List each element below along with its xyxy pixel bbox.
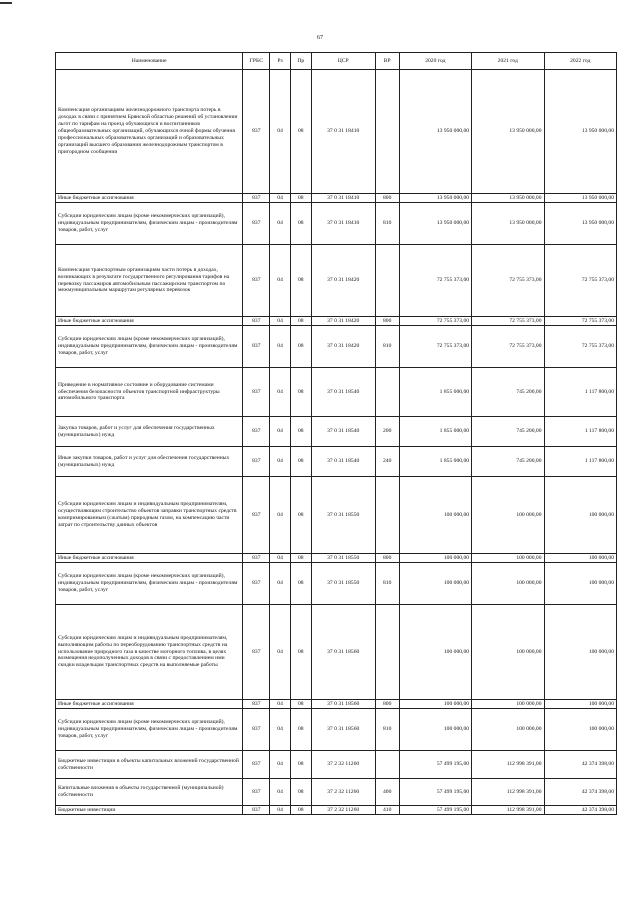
cell-vr	[375, 368, 399, 417]
cell-y2022: 72 755 373,00	[544, 317, 617, 326]
cell-name: Иные бюджетные ассигнования	[56, 194, 243, 203]
page-number: 67	[317, 35, 323, 41]
table-row	[56, 203, 617, 245]
cell-csr: 37 0 31 18560	[311, 709, 375, 751]
cell-name: Бюджетные инвестиции	[56, 806, 243, 815]
cell-y2022: 42 374 398,00	[544, 751, 617, 779]
cell-name: Субсидии юридическим лицам (кроме некоммерческих организаций), индивидуальным предпринимателям, физическим лицам - производителям товаров, работ, услуг	[56, 326, 243, 368]
cell-y2020: 1 855 000,00	[399, 417, 471, 447]
table-row	[56, 751, 617, 779]
cell-pr: 08	[290, 203, 311, 245]
cell-rz: 04	[270, 477, 291, 554]
cell-y2022: 100 000,00	[544, 563, 617, 605]
cell-y2021: 100 000,00	[472, 709, 544, 751]
cell-pr: 08	[290, 709, 311, 751]
cell-y2022: 13 950 000,00	[544, 70, 617, 194]
cell-csr: 37 0 31 18560	[311, 605, 375, 700]
cell-rz: 04	[270, 700, 291, 709]
header-rz: Рз	[270, 53, 291, 70]
cell-rz: 04	[270, 554, 291, 563]
cell-vr: 810	[375, 326, 399, 368]
cell-y2022: 100 000,00	[544, 477, 617, 554]
cell-y2020: 57 499 195,00	[399, 751, 471, 779]
table-row	[56, 806, 617, 815]
cell-vr	[375, 477, 399, 554]
cell-y2021: 745 200,00	[472, 447, 544, 477]
cell-vr: 800	[375, 554, 399, 563]
cell-pr: 08	[290, 605, 311, 700]
cell-pr: 08	[290, 806, 311, 815]
cell-name: Субсидии юридическим лицам и индивидуальным предпринимателям, осуществляющим строительство объектов заправки транспортных средств компримированным (сжатым) природным газом, на компенсацию части затрат по строительству данных объектов	[56, 477, 243, 554]
page-corner-mark	[0, 2, 12, 4]
cell-rz: 04	[270, 605, 291, 700]
header-2021: 2021 год	[472, 53, 544, 70]
cell-y2021: 100 000,00	[472, 605, 544, 700]
cell-name: Иные закупки товаров, работ и услуг для обеспечения государственных (муниципальных) нужд	[56, 447, 243, 477]
cell-grbs: 837	[243, 751, 270, 779]
cell-name: Компенсация организациям железнодорожного транспорта потерь в доходах в связи с принятием Брянской областью решений об установлении льгот по тарифам на проезд обучающихся и воспитанников общеобразовательных организаций, обучающихся очной формы обучения профессиональных образовательных организаций и образовательных организаций высшего образования железнодорожным транспортом в пригородном сообщении	[56, 70, 243, 194]
cell-name: Закупка товаров, работ и услуг для обеспечения государственных (муниципальных) нужд	[56, 417, 243, 447]
cell-csr: 37 0 31 18550	[311, 563, 375, 605]
cell-y2021: 100 000,00	[472, 554, 544, 563]
cell-csr: 37 0 31 18410	[311, 194, 375, 203]
cell-rz: 04	[270, 70, 291, 194]
cell-y2021: 13 950 000,00	[472, 203, 544, 245]
header-pr: Пр	[290, 53, 311, 70]
table-row	[56, 779, 617, 806]
cell-y2020: 57 499 195,00	[399, 779, 471, 806]
cell-pr: 08	[290, 554, 311, 563]
cell-csr: 37 0 31 18420	[311, 326, 375, 368]
cell-csr: 37 0 31 18420	[311, 317, 375, 326]
cell-y2022: 1 117 800,00	[544, 417, 617, 447]
cell-pr: 08	[290, 368, 311, 417]
cell-grbs: 837	[243, 563, 270, 605]
cell-y2020: 13 950 000,00	[399, 70, 471, 194]
cell-grbs: 837	[243, 317, 270, 326]
cell-vr	[375, 245, 399, 317]
cell-y2021: 72 755 373,00	[472, 326, 544, 368]
cell-y2021: 745 200,00	[472, 368, 544, 417]
table-row	[56, 368, 617, 417]
cell-vr: 810	[375, 563, 399, 605]
cell-rz: 04	[270, 447, 291, 477]
cell-y2021: 100 000,00	[472, 563, 544, 605]
cell-y2022: 42 374 398,00	[544, 806, 617, 815]
cell-rz: 04	[270, 326, 291, 368]
cell-y2020: 100 000,00	[399, 605, 471, 700]
cell-name: Бюджетные инвестиции в объекты капитальных вложений государственной собственности	[56, 751, 243, 779]
cell-y2022: 13 950 000,00	[544, 203, 617, 245]
cell-y2020: 13 950 000,00	[399, 194, 471, 203]
table-row	[56, 447, 617, 477]
cell-pr: 08	[290, 245, 311, 317]
cell-y2020: 100 000,00	[399, 554, 471, 563]
cell-y2022: 1 117 800,00	[544, 368, 617, 417]
cell-name: Иные бюджетные ассигнования	[56, 317, 243, 326]
cell-name: Субсидии юридическим лицам (кроме некоммерческих организаций), индивидуальным предпринимателям, физическим лицам - производителям товаров, работ, услуг	[56, 563, 243, 605]
cell-pr: 08	[290, 447, 311, 477]
table-row	[56, 554, 617, 563]
cell-y2020: 100 000,00	[399, 477, 471, 554]
cell-rz: 04	[270, 417, 291, 447]
table-row	[56, 70, 617, 194]
cell-y2020: 57 499 195,00	[399, 806, 471, 815]
cell-grbs: 837	[243, 70, 270, 194]
table-row	[56, 194, 617, 203]
cell-y2022: 13 950 000,00	[544, 194, 617, 203]
cell-grbs: 837	[243, 806, 270, 815]
table-header-row	[56, 53, 617, 70]
cell-vr: 810	[375, 203, 399, 245]
header-vr: ВР	[375, 53, 399, 70]
cell-rz: 04	[270, 563, 291, 605]
cell-vr: 200	[375, 417, 399, 447]
cell-y2022: 42 374 398,00	[544, 779, 617, 806]
cell-y2022: 72 755 373,00	[544, 245, 617, 317]
cell-pr: 08	[290, 194, 311, 203]
header-csr: ЦСР	[311, 53, 375, 70]
header-2022: 2022 год	[544, 53, 617, 70]
cell-rz: 04	[270, 194, 291, 203]
cell-vr: 800	[375, 317, 399, 326]
cell-csr: 37 0 31 18420	[311, 245, 375, 317]
cell-vr: 800	[375, 700, 399, 709]
cell-csr: 37 0 31 18410	[311, 70, 375, 194]
cell-pr: 08	[290, 563, 311, 605]
cell-y2020: 72 755 373,00	[399, 317, 471, 326]
cell-pr: 08	[290, 317, 311, 326]
cell-grbs: 837	[243, 326, 270, 368]
cell-y2022: 100 000,00	[544, 700, 617, 709]
header-2020: 2020 год	[399, 53, 471, 70]
table-row	[56, 605, 617, 700]
cell-y2020: 72 755 373,00	[399, 245, 471, 317]
cell-rz: 04	[270, 317, 291, 326]
cell-grbs: 837	[243, 245, 270, 317]
cell-pr: 08	[290, 700, 311, 709]
cell-csr: 37 0 31 18550	[311, 554, 375, 563]
cell-y2021: 13 950 000,00	[472, 194, 544, 203]
cell-vr	[375, 605, 399, 700]
cell-grbs: 837	[243, 447, 270, 477]
table-row	[56, 317, 617, 326]
cell-name: Капитальные вложения в объекты государственной (муниципальной) собственности	[56, 779, 243, 806]
cell-y2021: 112 998 391,00	[472, 779, 544, 806]
cell-csr: 37 0 31 18540	[311, 447, 375, 477]
cell-grbs: 837	[243, 779, 270, 806]
cell-grbs: 837	[243, 368, 270, 417]
cell-rz: 04	[270, 751, 291, 779]
cell-rz: 04	[270, 368, 291, 417]
cell-name: Субсидии юридическим лицам (кроме некоммерческих организаций), индивидуальным предпринимателям, физическим лицам - производителям товаров, работ, услуг	[56, 203, 243, 245]
cell-y2022: 100 000,00	[544, 605, 617, 700]
cell-pr: 08	[290, 70, 311, 194]
cell-name: Компенсация транспортным организациям части потерь в доходах, возникающих в результате государственного регулирования тарифов на перевозку пассажиров автомобильным пассажирским транспортом по межмуниципальным маршрутам регулярных перевозок	[56, 245, 243, 317]
cell-pr: 08	[290, 751, 311, 779]
cell-csr: 37 0 31 18540	[311, 368, 375, 417]
cell-rz: 04	[270, 806, 291, 815]
cell-grbs: 837	[243, 700, 270, 709]
table-row	[56, 245, 617, 317]
budget-table	[55, 52, 617, 815]
table-row	[56, 709, 617, 751]
cell-name: Иные бюджетные ассигнования	[56, 554, 243, 563]
cell-vr: 400	[375, 779, 399, 806]
cell-vr: 810	[375, 709, 399, 751]
cell-y2020: 13 950 000,00	[399, 203, 471, 245]
cell-vr	[375, 751, 399, 779]
cell-name: Субсидии юридическим лицам и индивидуальным предпринимателям, выполняющим работы по переоборудованию транспортных средств на использование природного газа в качестве моторного топлива, в целях возмещения недополученных доходов в связи с предоставлением ими скидки владельцам транспортных средств на выполняемые работы	[56, 605, 243, 700]
cell-y2022: 1 117 800,00	[544, 447, 617, 477]
cell-grbs: 837	[243, 477, 270, 554]
cell-y2021: 100 000,00	[472, 700, 544, 709]
cell-grbs: 837	[243, 417, 270, 447]
cell-rz: 04	[270, 779, 291, 806]
cell-vr: 240	[375, 447, 399, 477]
cell-y2022: 100 000,00	[544, 709, 617, 751]
table-row	[56, 700, 617, 709]
cell-csr: 37 0 31 18560	[311, 700, 375, 709]
table-row	[56, 417, 617, 447]
cell-name: Приведение в нормативное состояние и оборудование системами обеспечения безопасности объектов транспортной инфраструктуры автомобильного транспорта	[56, 368, 243, 417]
table-row	[56, 326, 617, 368]
cell-csr: 37 0 31 18540	[311, 417, 375, 447]
cell-pr: 08	[290, 417, 311, 447]
cell-csr: 37 0 31 18550	[311, 477, 375, 554]
cell-y2020: 72 755 373,00	[399, 326, 471, 368]
cell-pr: 08	[290, 477, 311, 554]
cell-y2020: 1 855 000,00	[399, 447, 471, 477]
cell-y2020: 100 000,00	[399, 709, 471, 751]
cell-vr	[375, 70, 399, 194]
cell-y2021: 13 950 000,00	[472, 70, 544, 194]
table-row	[56, 477, 617, 554]
cell-y2021: 112 998 391,00	[472, 751, 544, 779]
cell-pr: 08	[290, 326, 311, 368]
cell-csr: 37 0 31 18410	[311, 203, 375, 245]
cell-csr: 37 2 32 11260	[311, 806, 375, 815]
cell-rz: 04	[270, 709, 291, 751]
cell-y2021: 745 200,00	[472, 417, 544, 447]
cell-csr: 37 2 32 11260	[311, 751, 375, 779]
cell-grbs: 837	[243, 194, 270, 203]
cell-vr: 410	[375, 806, 399, 815]
cell-pr: 08	[290, 779, 311, 806]
cell-name: Иные бюджетные ассигнования	[56, 700, 243, 709]
cell-rz: 04	[270, 203, 291, 245]
cell-grbs: 837	[243, 605, 270, 700]
cell-grbs: 837	[243, 554, 270, 563]
cell-grbs: 837	[243, 203, 270, 245]
cell-vr: 800	[375, 194, 399, 203]
table-row	[56, 563, 617, 605]
cell-y2020: 1 855 000,00	[399, 368, 471, 417]
cell-y2021: 72 755 373,00	[472, 245, 544, 317]
cell-y2022: 72 755 373,00	[544, 326, 617, 368]
cell-rz: 04	[270, 245, 291, 317]
cell-csr: 37 2 32 11260	[311, 779, 375, 806]
cell-name: Субсидии юридическим лицам (кроме некоммерческих организаций), индивидуальным предпринимателям, физическим лицам - производителям товаров, работ, услуг	[56, 709, 243, 751]
cell-y2021: 112 998 391,00	[472, 806, 544, 815]
cell-y2020: 100 000,00	[399, 563, 471, 605]
header-name: Наименование	[56, 53, 243, 70]
cell-y2022: 100 000,00	[544, 554, 617, 563]
header-grbs: ГРБС	[243, 53, 270, 70]
cell-y2021: 100 000,00	[472, 477, 544, 554]
cell-grbs: 837	[243, 709, 270, 751]
cell-y2020: 100 000,00	[399, 700, 471, 709]
cell-y2021: 72 755 373,00	[472, 317, 544, 326]
